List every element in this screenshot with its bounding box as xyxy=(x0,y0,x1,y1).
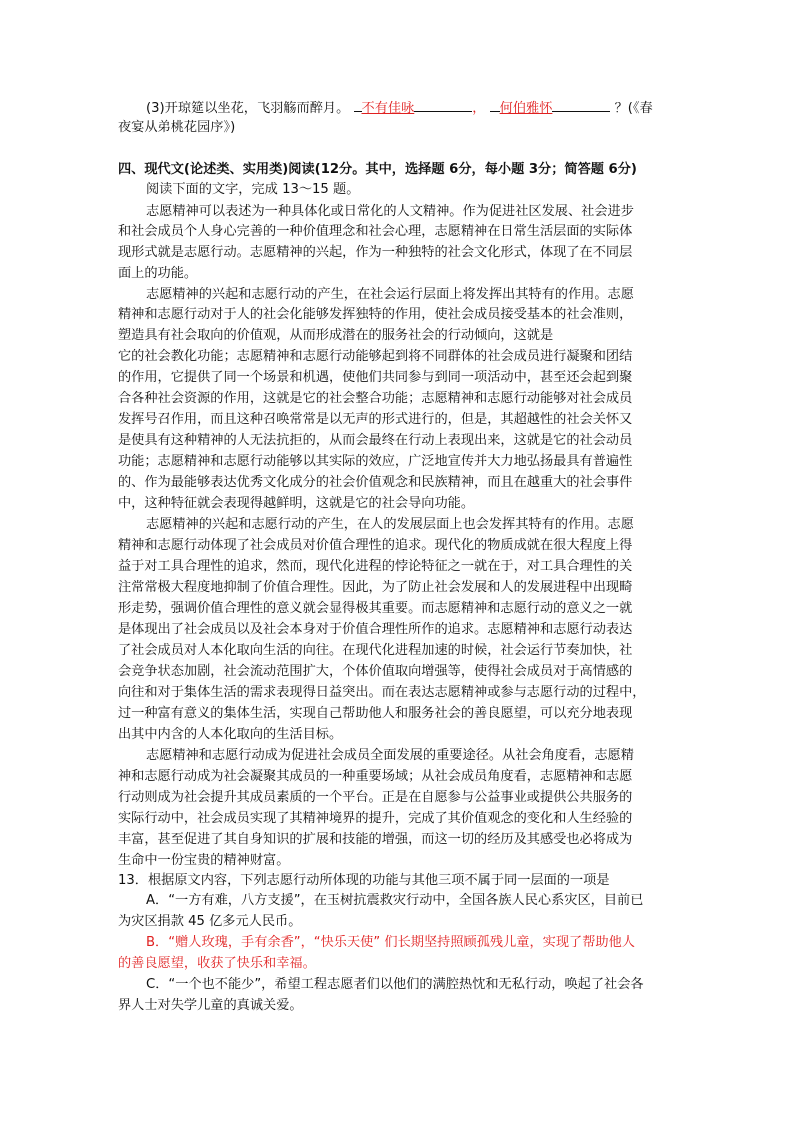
passage-line: 向往和对于集体生活的需求表现得日益突出。而在表达志愿精神或参与志愿行动的过程中， xyxy=(118,685,646,700)
passage-line: 会竞争状态加剧，社会流动范围扩大，个体价值取向增强等，使得社会成员对于高情感的 xyxy=(118,664,633,679)
passage-line: 注常常极大程度地抑制了价值合理性。因此，为了防止社会发展和人的发展进程中出现畸 xyxy=(118,580,633,595)
passage-line: 志愿精神和志愿行动成为促进社会成员全面发展的重要途径。从社会角度看，志愿精 xyxy=(146,748,634,763)
answer-blank-1 xyxy=(414,97,472,112)
passage-line: 志愿精神可以表述为一种具体化或日常化的人文精神。作为促进社区发展、社会进步 xyxy=(146,204,634,219)
option-c-line1: C．“一个也不能少”，希望工程志愿者们以他们的满腔热忱和无私行动，唤起了社会各 xyxy=(146,977,644,992)
answer-blank-2 xyxy=(552,97,610,112)
passage-line: 发挥号召作用，而且这种召唤常常是以无声的形式进行的，但是，其超越性的社会关怀又 xyxy=(118,412,633,427)
passage-line: 中，这种特征就会表现得越鲜明，这就是它的社会导向功能。 xyxy=(118,496,475,511)
option-c-line2: 界人士对失学儿童的真诚关爱。 xyxy=(118,998,303,1013)
question-13-stem: 13．根据原文内容，下列志愿行动所体现的功能与其他三项不属于同一层面的一项是 xyxy=(118,873,610,888)
passage-line: 塑造具有社会取向的价值观，从而形成潜在的服务社会的行动倾向，这就是 xyxy=(118,328,554,343)
poem-separator: ， xyxy=(472,101,486,116)
poem-lead: (3)开琼筵以坐花，飞羽觞而醉月。 xyxy=(146,101,350,116)
section-title: 四、现代文(论述类、实用类)阅读(12分。其中，选择题 6分，每小题 3分；简答题 6分) xyxy=(118,162,637,177)
passage-line: 合各种社会资源的作用，这就是它的社会整合功能；志愿精神和志愿行动能够对社会成员 xyxy=(118,391,633,406)
passage-line: 现形式就是志愿行动。志愿精神的兴起，作为一种独特的社会文化形式，体现了在不同层 xyxy=(118,245,633,260)
passage-line: 生命中一份宝贵的精神财富。 xyxy=(118,853,290,868)
passage-line: 神和志愿行动成为社会凝聚其成员的一种重要场域；从社会成员角度看，志愿精神和志愿 xyxy=(118,769,633,784)
blank-gap xyxy=(490,97,500,112)
option-a-line2: 为灾区捐款 45 亿多元人民币。 xyxy=(118,914,302,929)
passage-line: 它的社会教化功能；志愿精神和志愿行动能够起到将不同群体的社会成员进行凝聚和团结 xyxy=(118,349,633,364)
option-b-line1: B．“赠人玫瑰，手有余香”，“快乐天使” 们长期坚持照顾孤残儿童，实现了帮助他人 xyxy=(146,935,635,950)
blank-gap xyxy=(354,97,362,112)
passage-line: 功能；志愿精神和志愿行动能够以其实际的效应，广泛地宣传并大力地弘扬最具有普遍性 xyxy=(118,454,633,469)
poem-tail: ？(《春 xyxy=(614,101,653,116)
passage-line: 的作用，它提供了同一个场景和机遇，使他们共同参与到同一项活动中，甚至还会起到聚 xyxy=(118,370,633,385)
poem-answer-2: 何伯雅怀 xyxy=(499,101,553,116)
passage-line: 精神和志愿行动对于人的社会化能够发挥独特的作用，使社会成员接受基本的社会准则， xyxy=(118,307,633,322)
passage-line: 益于对工具合理性的追求，然而，现代化进程的悖论特征之一就在于，对工具合理性的关 xyxy=(118,559,633,574)
passage-line: 形走势，强调价值合理性的意义就会显得极其重要。而志愿精神和志愿行动的意义之一就 xyxy=(118,601,633,616)
section-instruction: 阅读下面的文字，完成 13～15 题。 xyxy=(146,182,360,197)
passage-line: 行动则成为社会提升其成员素质的一个平台。正是在自愿参与公益事业或提供公共服务的 xyxy=(118,790,633,805)
passage-line: 精神和志愿行动体现了社会成员对价值合理性的追求。现代化的物质成就在很大程度上得 xyxy=(118,538,633,553)
poem-answer-1: 不有佳咏 xyxy=(361,101,415,116)
passage-line: 是体现出了社会成员以及社会本身对于价值合理性所作的追求。志愿精神和志愿行动表达 xyxy=(118,622,633,637)
passage-line: 丰富，甚至促进了其自身知识的扩展和技能的增强，而这一切的经历及其感受也必将成为 xyxy=(118,832,633,847)
poem-question-line2: 夜宴从弟桃花园序》) xyxy=(118,120,236,135)
option-a-line1: A．“一方有难，八方支援”，在玉树抗震救灾行动中，全国各族人民心系灾区，目前已 xyxy=(146,893,644,908)
passage-line: 实际行动中，社会成员实现了其精神境界的提升，完成了其价值观念的变化和人生经验的 xyxy=(118,811,633,826)
passage-line: 面上的功能。 xyxy=(118,266,198,281)
passage-line: 和社会成员个人身心完善的一种价值理念和社会心理，志愿精神在日常生活层面的实际体 xyxy=(118,224,633,239)
poem-question-line1 xyxy=(146,97,653,119)
passage-line: 志愿精神的兴起和志愿行动的产生，在社会运行层面上将发挥出其特有的作用。志愿 xyxy=(146,287,634,302)
passage-line: 是使具有这种精神的人无法抗拒的，从而会最终在行动上表现出来，这就是它的社会动员 xyxy=(118,433,633,448)
passage-line: 过一种富有意义的集体生活，实现自己帮助他人和服务社会的善良愿望，可以充分地表现 xyxy=(118,706,633,721)
passage-line: 出其中内含的人本化取向的生活目标。 xyxy=(118,727,343,742)
passage-line: 的、作为最能够表达优秀文化成分的社会价值观念和民族精神，而且在越重大的社会事件 xyxy=(118,475,633,490)
passage-line: 了社会成员对人本化取向生活的向往。在现代化进程加速的时候，社会运行节奏加快，社 xyxy=(118,643,633,658)
option-b-line2: 的善良愿望，收获了快乐和幸福。 xyxy=(118,956,316,971)
passage-line: 志愿精神的兴起和志愿行动的产生，在人的发展层面上也会发挥其特有的作用。志愿 xyxy=(146,517,634,532)
